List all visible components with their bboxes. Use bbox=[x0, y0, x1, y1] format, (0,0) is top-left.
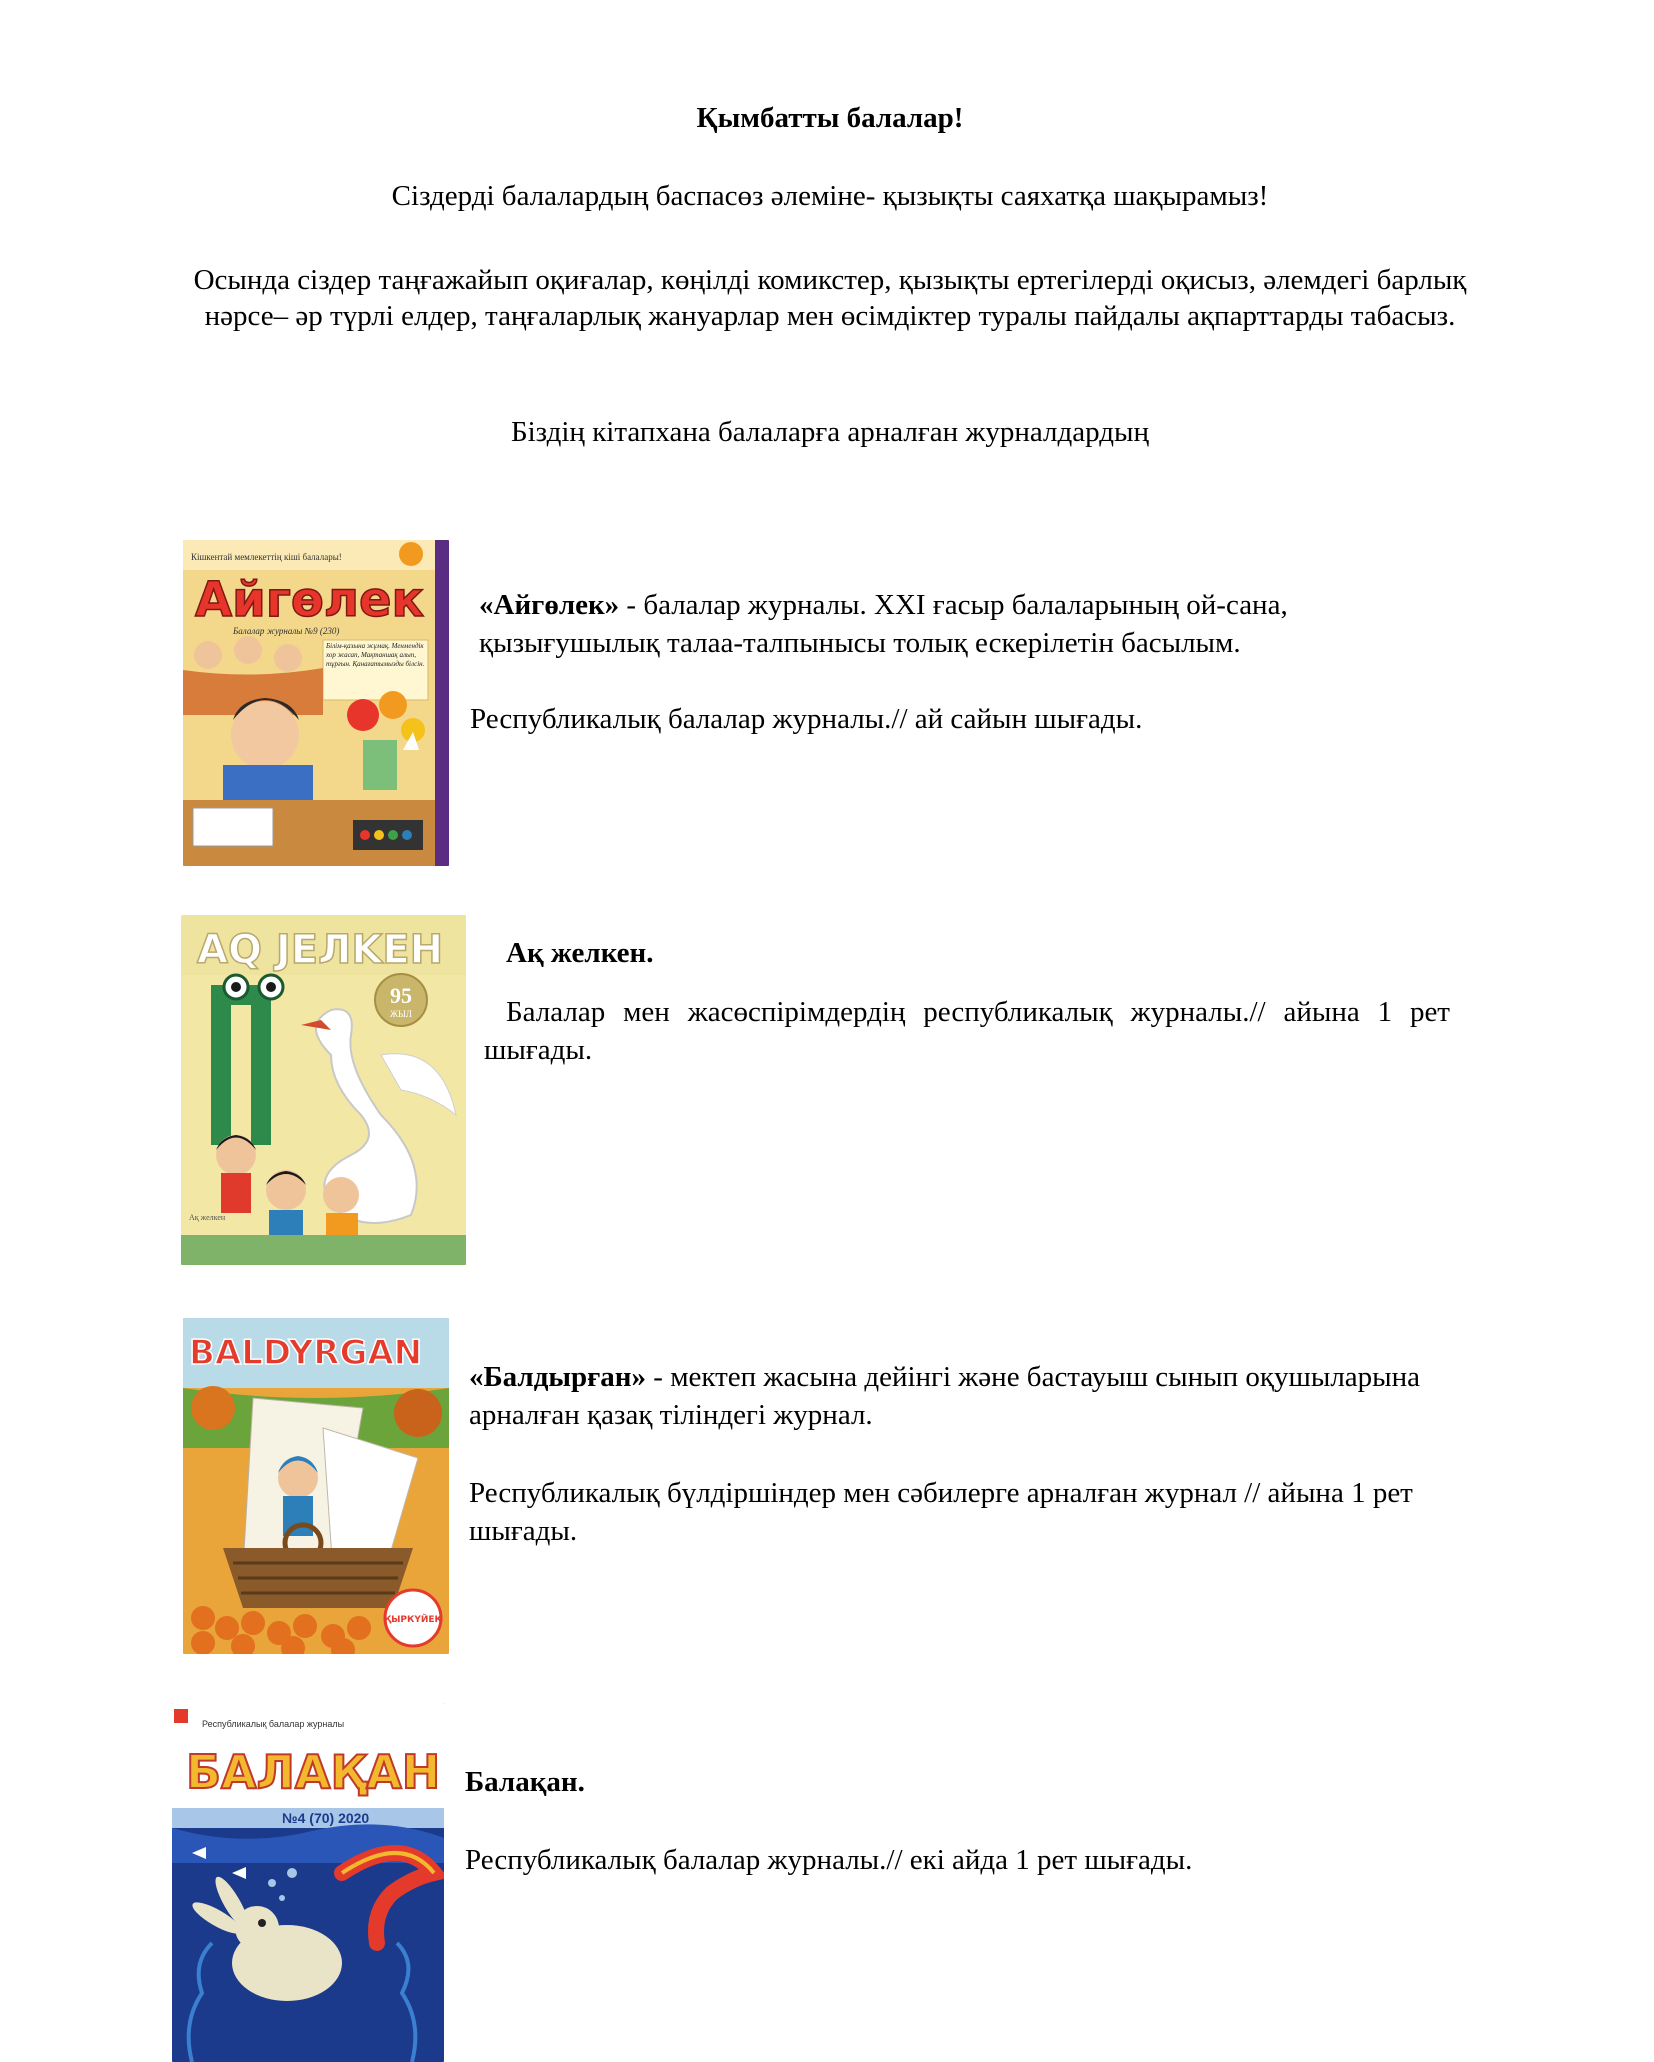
aqjelken-badge-number: 95 bbox=[390, 983, 412, 1008]
aigolek-cover-image bbox=[183, 540, 449, 866]
description-text: Осында сіздер таңғажайып оқиғалар, көңілді комикстер, қызықты ертегілерді оқисыз, әлемдегі барлық нәрсе– әр түрлі елдер, таңғаларлық жануарлар мен өсімдіктер туралы пайдалы ақпарттарды табасыз. bbox=[193, 264, 1467, 332]
balakan-note: Республикалық балалар журналы.// екі айда 1 рет шығады. bbox=[465, 1844, 1193, 1876]
baldyrgan-text: - мектеп жасына дейінгі және бастауыш сынып оқушыларына арналған қазақ тіліндегі журнал. bbox=[469, 1361, 1421, 1431]
baldyrgan-cover-image bbox=[183, 1318, 449, 1654]
baldyrgan-badge: ҚЫРКҮЙЕК bbox=[384, 1615, 442, 1625]
balakan-logo: БАЛАҚАН bbox=[186, 1745, 441, 1799]
library-paragraph: Біздің кітапхана балаларға арналған журналдардың bbox=[510, 416, 1150, 448]
aqjelken-title: Ақ желкен. bbox=[506, 937, 654, 969]
aqjelken-badge-word: ЖЫЛ bbox=[389, 1009, 413, 1019]
aqjelken-corner: Ақ желкен bbox=[189, 1213, 226, 1222]
aqjelken-logo: AQ JEЛKEH bbox=[197, 927, 444, 973]
balakan-top-text: Республикалық балалар журналы bbox=[202, 1719, 345, 1729]
aigolek-subtitle: Балалар журналы №9 (230) bbox=[233, 626, 340, 636]
aigolek-block bbox=[470, 586, 1450, 738]
intro-paragraph: Сіздерді балалардың баспасөз әлеміне- қызықты саяхатқа шақырамыз! bbox=[391, 180, 1269, 212]
aigolek-text: - балалар журналы. XXI ғасыр балаларының ой-сана, қызығушылық талаа-талпынысы толық ескерілетін басылым. bbox=[479, 589, 1288, 659]
balakan-cover-image bbox=[172, 1703, 444, 2062]
aigolek-title: «Айгөлек» bbox=[479, 589, 620, 621]
aqjelken-block bbox=[484, 934, 1450, 1069]
aqjelken-cover-image bbox=[181, 915, 466, 1265]
baldyrgan-note: Республикалық бүлдіршіндер мен сәбилерге арналған журнал // айына 1 рет шығады. bbox=[469, 1477, 1413, 1547]
baldyrgan-block bbox=[469, 1358, 1449, 1550]
aigolek-top-text: Кішкентай мемлекеттің кіші балалары! bbox=[191, 552, 342, 562]
aigolek-note: Республикалық балалар журналы.// ай сайын шығады. bbox=[470, 703, 1143, 735]
balakan-issue: №4 (70) 2020 bbox=[282, 1810, 370, 1826]
balakan-block bbox=[465, 1763, 1445, 1879]
baldyrgan-title: «Балдырған» bbox=[469, 1361, 647, 1393]
description-paragraph bbox=[180, 262, 1480, 334]
aqjelken-text: Балалар мен жасөспірімдердің республикалық журналы.// айына 1 рет шығады. bbox=[484, 996, 1450, 1066]
baldyrgan-logo: BALDYRGAN bbox=[189, 1333, 423, 1373]
balakan-title: Балақан. bbox=[465, 1766, 585, 1798]
aigolek-logo: Айгөлек bbox=[195, 572, 425, 628]
aigolek-poem: Білім-қазына жұмақ. Менмендік хор жасап, Мақтаншақ алып, тұрғын. Қанағатымызды білсін. bbox=[326, 642, 425, 668]
page-title: Қымбатты балалар! bbox=[696, 102, 964, 134]
